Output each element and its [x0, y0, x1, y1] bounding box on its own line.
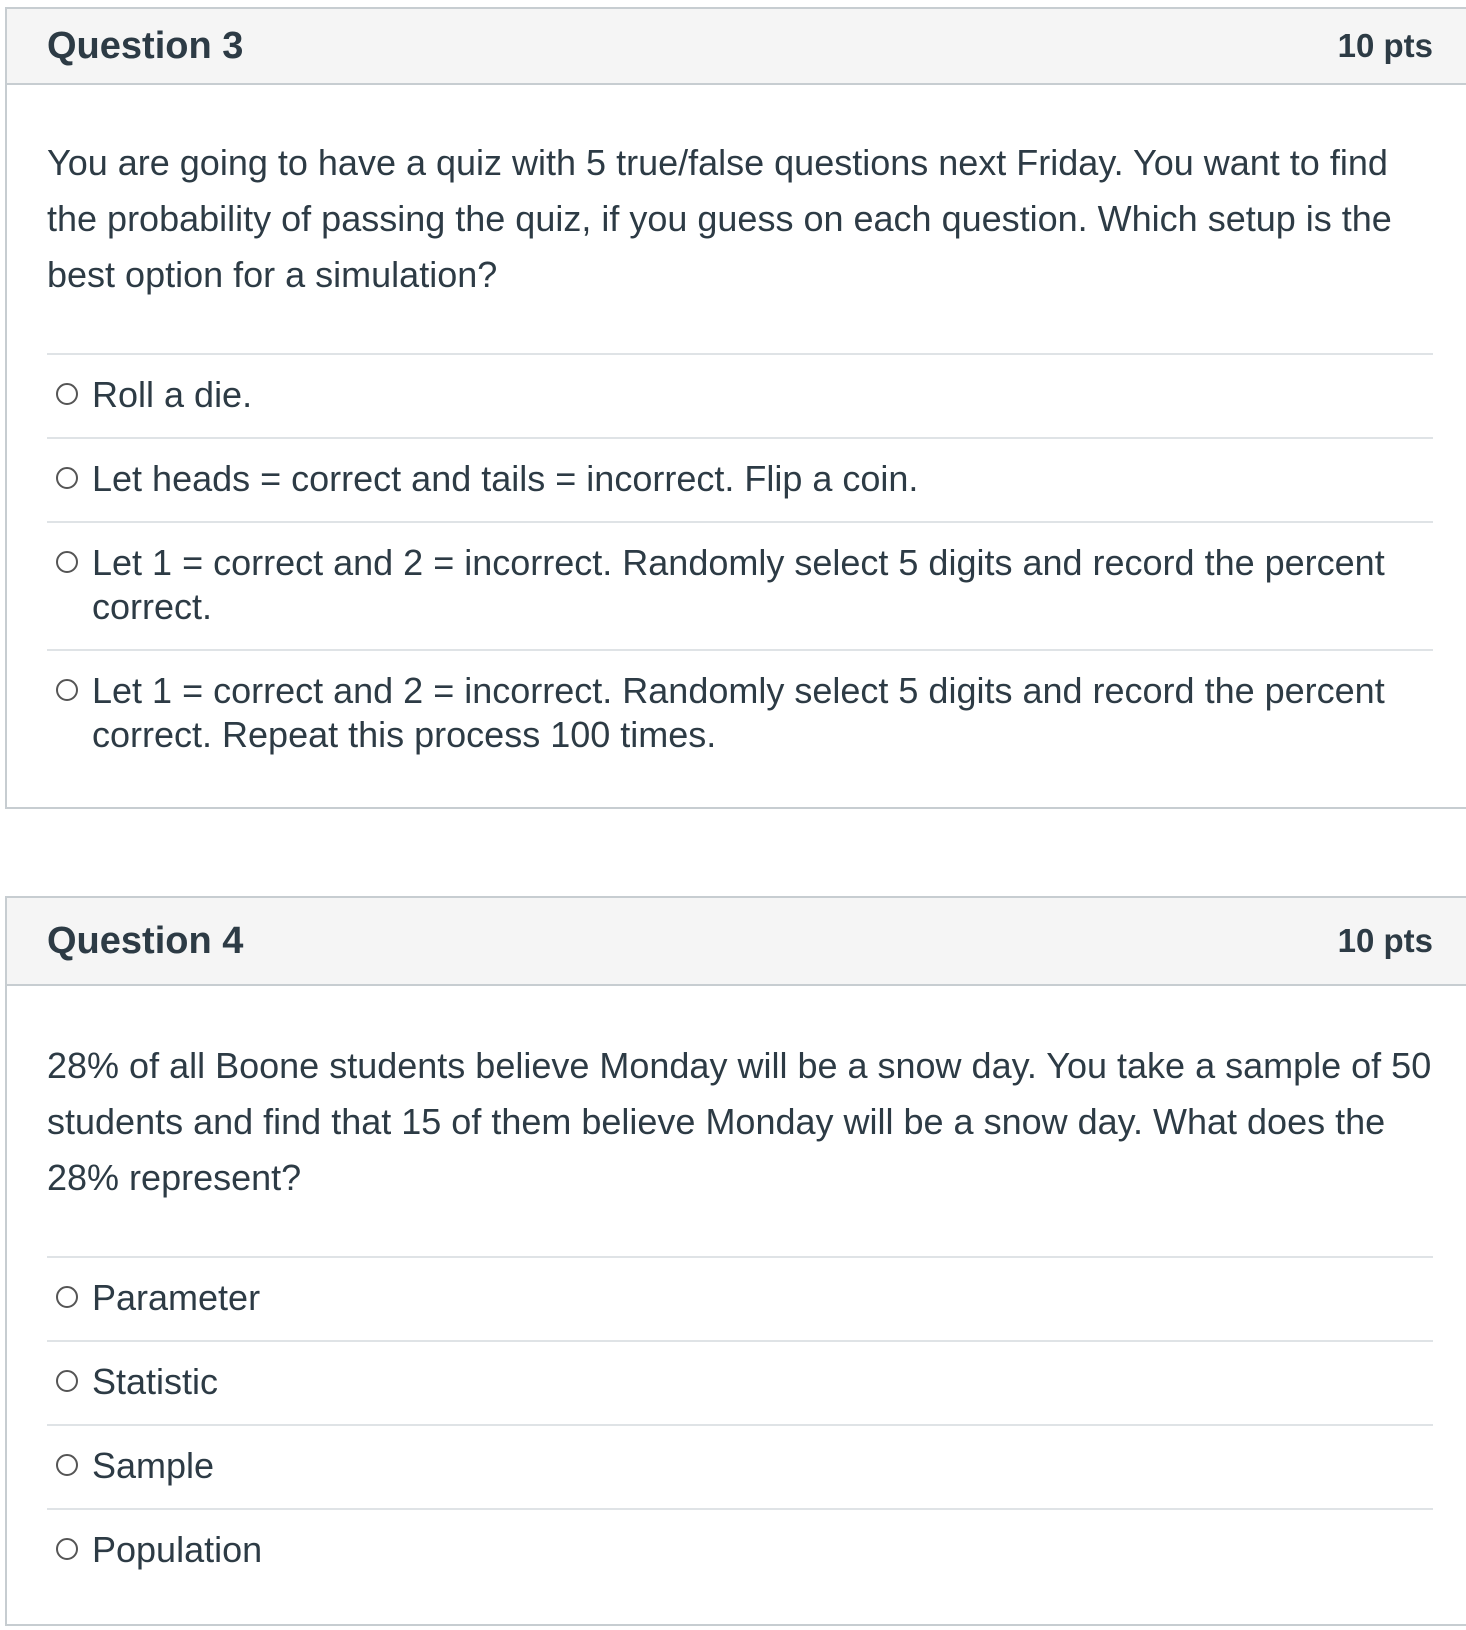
answer-label: Statistic	[92, 1361, 219, 1402]
question-body	[7, 986, 1466, 1592]
question-title: Question 4	[47, 919, 244, 962]
answer-label: Population	[92, 1529, 263, 1570]
question-title: Question 3	[47, 24, 244, 67]
answer-label: Let 1 = correct and 2 = incorrect. Randomly select 5 digits and record the percent correct.	[92, 542, 1385, 627]
question-4-card	[5, 896, 1466, 1626]
answer-option[interactable]	[47, 1342, 1433, 1426]
radio-button[interactable]	[56, 383, 78, 405]
answer-option[interactable]	[47, 1426, 1433, 1510]
radio-button[interactable]	[56, 1538, 78, 1560]
answer-list	[47, 1256, 1433, 1592]
answer-option[interactable]	[47, 1510, 1433, 1592]
radio-button[interactable]	[56, 679, 78, 701]
radio-button[interactable]	[56, 467, 78, 489]
question-3-card	[5, 7, 1466, 809]
question-header	[7, 9, 1466, 85]
radio-button[interactable]	[56, 1454, 78, 1476]
question-header	[7, 898, 1466, 986]
answer-label: Let 1 = correct and 2 = incorrect. Randomly select 5 digits and record the percent correct. Repeat this process 100 times.	[92, 670, 1385, 755]
answer-option[interactable]	[47, 355, 1433, 439]
answer-option[interactable]	[47, 439, 1433, 523]
answer-list	[47, 353, 1433, 777]
answer-label: Let heads = correct and tails = incorrect. Flip a coin.	[92, 458, 919, 499]
question-body	[7, 85, 1466, 777]
answer-label: Sample	[92, 1445, 215, 1486]
answer-option[interactable]	[47, 1258, 1433, 1342]
question-text: You are going to have a quiz with 5 true/false questions next Friday. You want to find the probability of passing the quiz, if you guess on each question. Which setup is the best option for a simulation?	[47, 142, 1392, 295]
answer-label: Parameter	[92, 1277, 261, 1318]
radio-button[interactable]	[56, 551, 78, 573]
question-text: 28% of all Boone students believe Monday will be a snow day. You take a sample of 50 students and find that 15 of them believe Monday will be a snow day. What does the 28% represent?	[47, 1045, 1432, 1198]
answer-label: Roll a die.	[92, 374, 253, 415]
answer-option[interactable]	[47, 523, 1433, 651]
radio-button[interactable]	[56, 1370, 78, 1392]
question-points: 10 pts	[1337, 27, 1433, 64]
answer-option[interactable]	[47, 651, 1433, 777]
question-points: 10 pts	[1337, 922, 1433, 959]
radio-button[interactable]	[56, 1286, 78, 1308]
